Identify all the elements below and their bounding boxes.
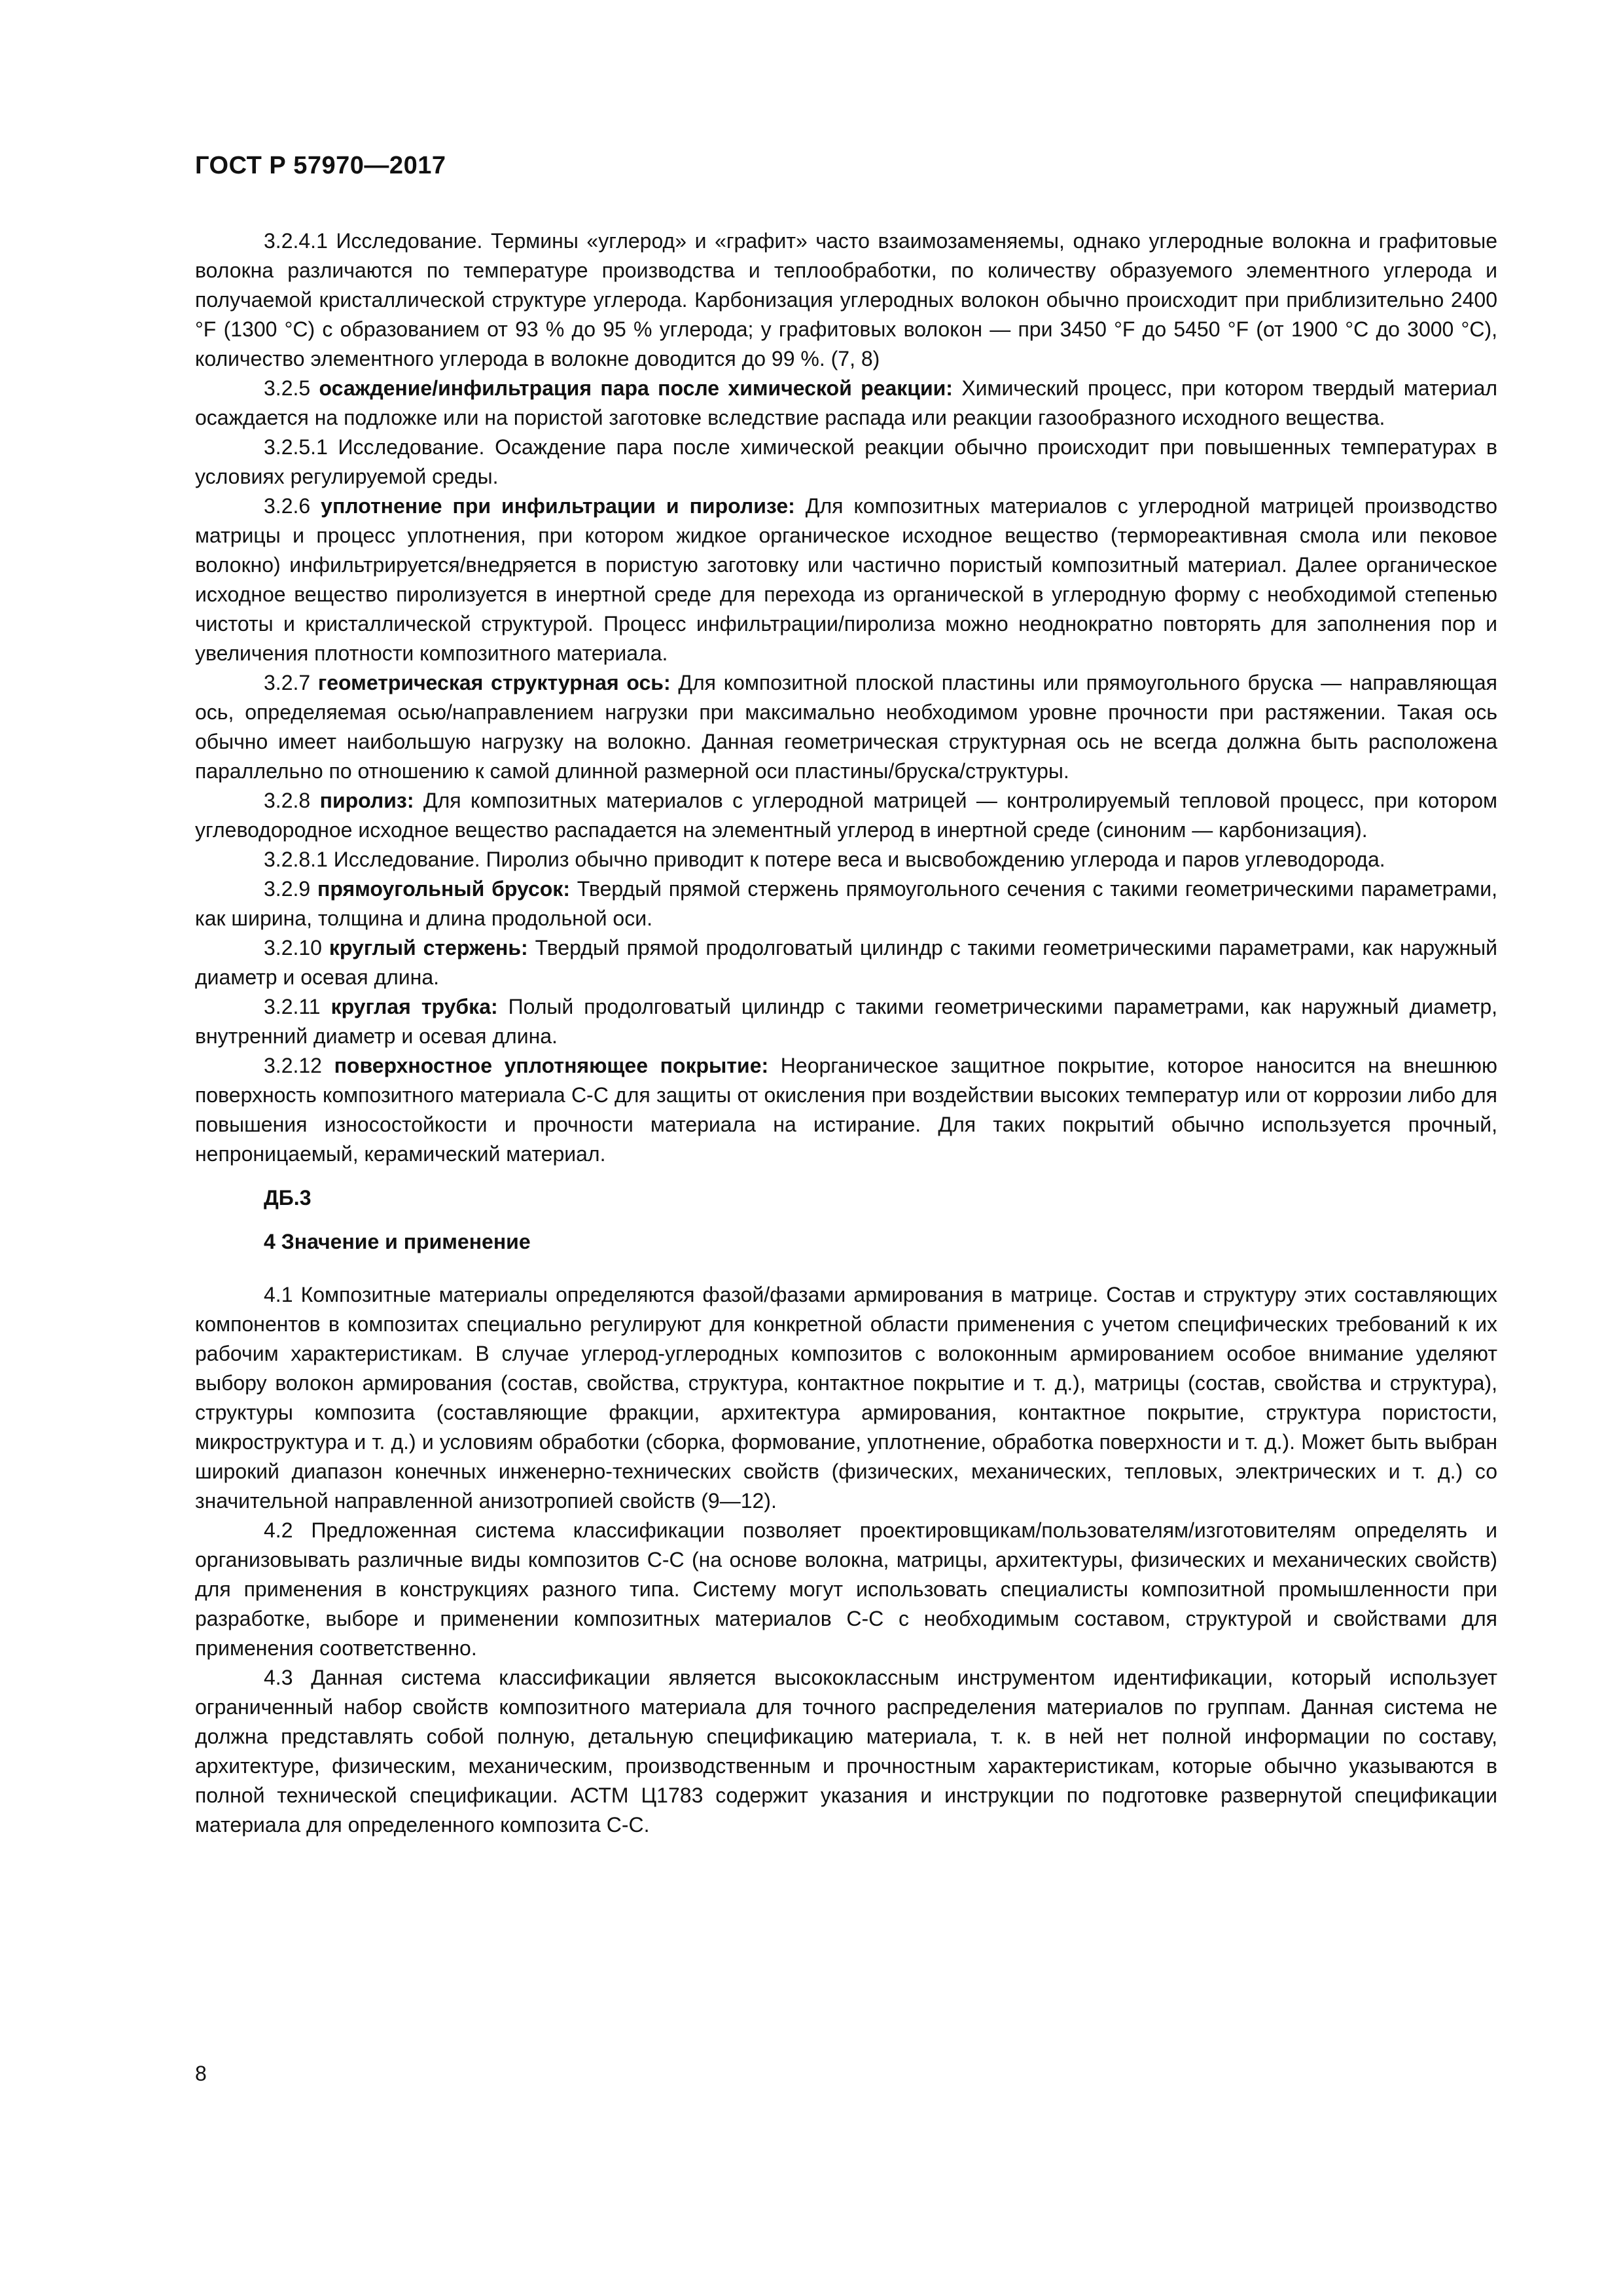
paragraph-3-2-12: 3.2.12 поверхностное уплотняющее покрытие: Неорганическое защитное покрытие, которое наносится на внешнюю поверхность композитного материала С-С для защиты от окисления при воздействии высоких температур или от коррозии либо для повышения износостойкости и прочности материала на истирание. Для таких покрытий обычно используется прочный, непроницаемый, керамический материал. — [195, 1054, 1498, 1166]
page-number: 8 — [195, 2062, 207, 2085]
paragraph-3-2-10: 3.2.10 круглый стержень: Твердый прямой продолговатый цилиндр с такими геометрическими параметрами, как наружный диаметр и осевая длина. — [195, 936, 1498, 989]
paragraph-3-2-9: 3.2.9 прямоугольный брусок: Твердый прямой стержень прямоугольного сечения с такими геометрическими параметрами, как ширина, толщина и длина продольной оси. — [195, 877, 1498, 930]
appendix-label: ДБ.3 — [264, 1186, 312, 1210]
paragraph-4-1: 4.1 Композитные материалы определяются фазой/фазами армирования в матрице. Состав и структуру этих составляющих компонентов в композитах специально регулируют для конкретной области применения с учетом специфических требований к их рабочим характеристикам. В случае углерод-углеродных композитов с волоконным армированием особое внимание уделяют выбору волокон армирования (состав, свойства, структура, контактное покрытие и т. д.), матрицы (состав, свойства и структура), структуры композита (составляющие фракции, архитектура армирования, контактное покрытие, структура пористости, микроструктура и т. д.) и условиям обработки (сборка, формование, уплотнение, обработка поверхности и т. д.). Может быть выбран широкий диапазон конечных инженерно-технических свойств (физических, механических, тепловых, электрических и т. д.) со значительной направленной анизотропией свойств (9—12). — [195, 1283, 1498, 1513]
paragraph-4-2: 4.2 Предложенная система классификации позволяет проектировщикам/пользователям/изготовителям определять и организовывать различные виды композитов С-С (на основе волокна, матрицы, архитектуры, физических и механических свойств) для применения в конструкциях разного типа. Систему могут использовать специалисты композитной промышленности при разработке, выборе и применении композитных материалов С-С с необходимым составом, структурой и свойствами для применения соответственно. — [195, 1518, 1498, 1660]
document-header: ГОСТ Р 57970—2017 — [195, 152, 446, 179]
paragraph-3-2-11: 3.2.11 круглая трубка: Полый продолговатый цилиндр с такими геометрическими параметрами, как наружный диаметр, внутренний диаметр и осевая длина. — [195, 995, 1498, 1048]
paragraph-3-2-5: 3.2.5 осаждение/инфильтрация пара после химической реакции: Химический процесс, при котором твердый материал осаждается на подложке или на пористой заготовке вследствие распада или реакции газообразного исходного вещества. — [195, 376, 1498, 429]
paragraph-4-3: 4.3 Данная система классификации является высококлассным инструментом идентификации, который использует ограниченный набор свойств композитного материала для точного распределения материалов по группам. Данная система не должна представлять собой полную, детальную спецификацию материала, т. к. в ней нет полной информации по составу, архитектуре, физическим, механическим, производственным и прочностным характеристикам, которые обычно указываются в полной технической спецификации. АСТМ Ц1783 содержит указания и инструкции по подготовке развернутой спецификации материала для определенного композита С-С. — [195, 1666, 1498, 1837]
paragraph-3-2-7: 3.2.7 геометрическая структурная ось: Для композитной плоской пластины или прямоугольного бруска — направляющая ось, определяемая осью/направлением нагрузки при максимально необходимом уровне прочности при растяжении. Такая ось обычно имеет наибольшую нагрузку на волокно. Данная геометрическая структурная ось не всегда должна быть расположена параллельно по отношению к самой длинной размерной оси пластины/бруска/структуры. — [195, 671, 1497, 783]
paragraph-3-2-6: 3.2.6 уплотнение при инфильтрации и пиролизе: Для композитных материалов с углеродной матрицей производство матрицы и процесс уплотнения, при котором жидкое органическое исходное вещество (термореактивная смола или пековое волокно) инфильтрируется/внедряется в пористую заготовку или частично пористый композитный материал. Далее органическое исходное вещество пиролизуется в инертной среде для перехода из органической в углеродную форму с необходимой степенью чистоты и кристаллической структурой. Процесс инфильтрации/пиролиза можно неоднократно повторять для заполнения пор и увеличения плотности композитного материала. — [195, 494, 1498, 665]
paragraph-3-2-8-1: 3.2.8.1 Исследование. Пиролиз обычно приводит к потере веса и высвобождению углерода и паров углеводорода. — [264, 848, 1385, 871]
paragraph-3-2-4-1: 3.2.4.1 Исследование. Термины «углерод» и «графит» часто взаимозаменяемы, однако углеродные волокна и графитовые волокна различаются по температуре производства и теплообработки, по количеству образуемого элементного углерода и получаемой кристаллической структуре углерода. Карбонизация углеродных волокон обычно происходит при приблизительно 2400 °F (1300 °С) с образованием от 93 % до 95 % углерода; у графитовых волокон — при 3450 °F до 5450 °F (от 1900 °С до 3000 °С), количество элементного углерода в волокне доводится до 99 %. (7, 8) — [195, 229, 1498, 370]
document-body — [195, 226, 1497, 1840]
paragraph-3-2-8: 3.2.8 пиролиз: Для композитных материалов с углеродной матрицей — контролируемый тепловой процесс, при котором углеводородное исходное вещество распадается на элементный углерод в инертной среде (синоним — карбонизация). — [195, 789, 1498, 842]
section-4-title: 4 Значение и применение — [264, 1230, 531, 1253]
paragraph-3-2-5-1: 3.2.5.1 Исследование. Осаждение пара после химической реакции обычно происходит при повышенных температурах в условиях регулируемой среды. — [195, 435, 1498, 488]
